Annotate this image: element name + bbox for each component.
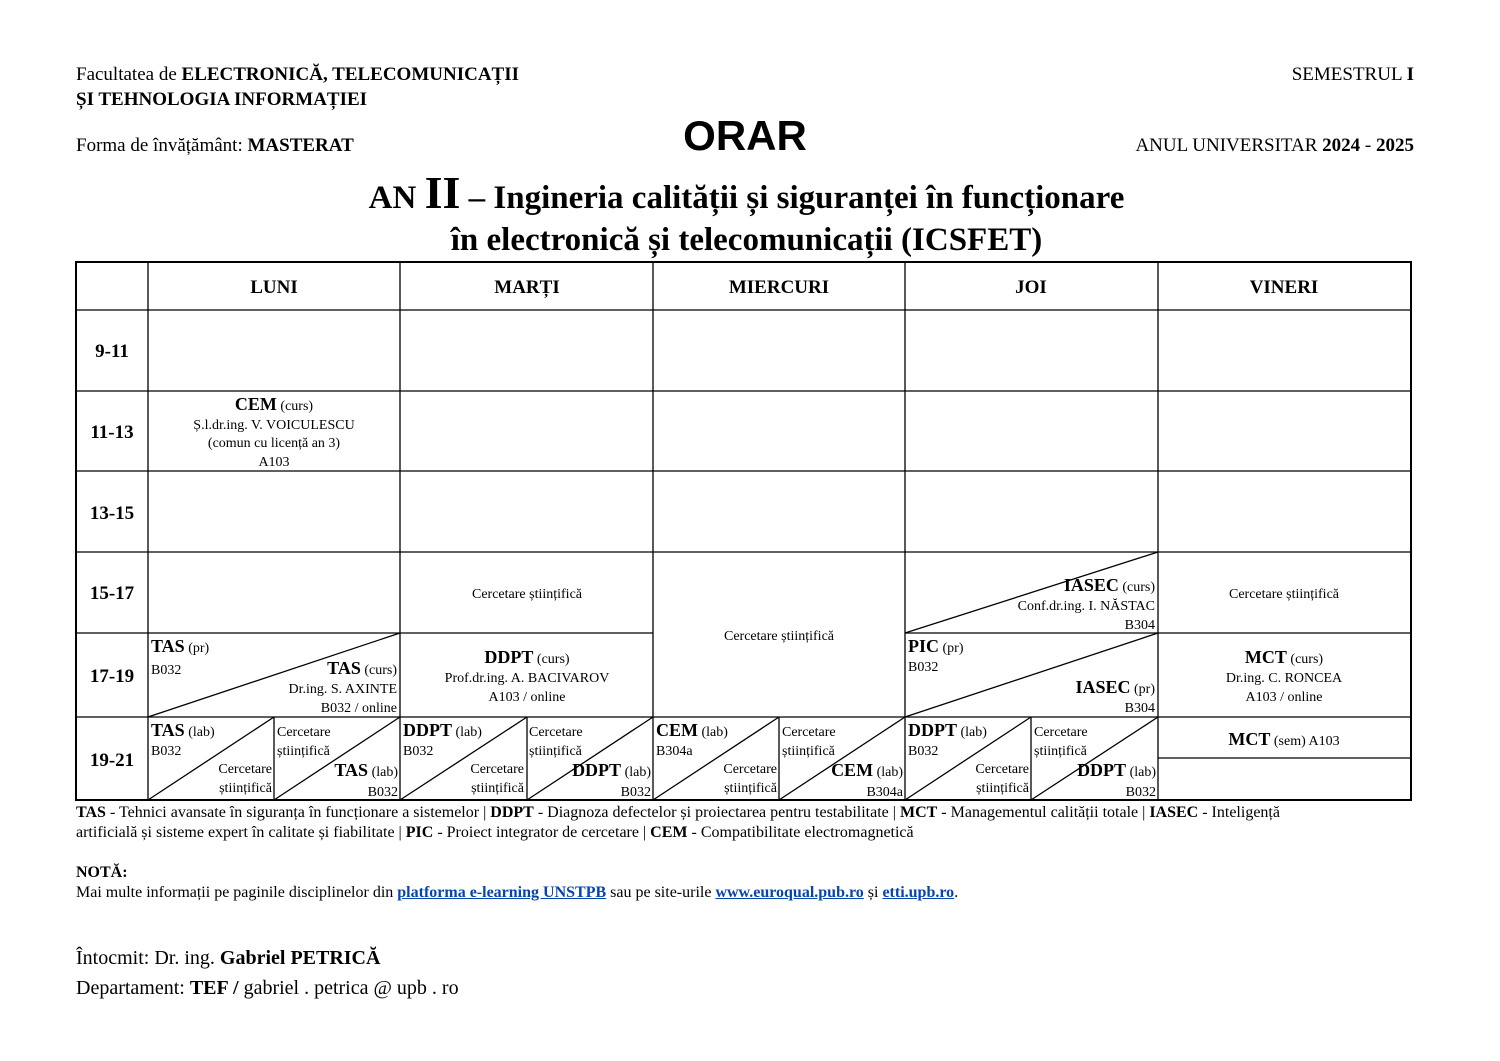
course-type: (lab) [1126,765,1156,780]
made-by-name: Gabriel PETRICĂ [219,947,381,969]
program-line-2: în electronică și telecomunicații (ICSFET) [450,222,1043,258]
legend-code: IASEC [1149,804,1199,821]
research-label: științifică [1034,744,1087,759]
legend-text: - Compatibilitate electromagnetică [687,824,914,841]
course-teacher: Ș.l.dr.ing. V. VOICULESCU [193,418,355,433]
time-slot: 13-15 [89,503,135,524]
course-room: B032 [403,744,434,759]
faculty-name-2: ȘI TEHNOLOGIA INFORMAȚIEI [76,89,368,110]
course-teacher: Prof.dr.ing. A. BACIVAROV [444,671,610,686]
etti-link[interactable]: etti.upb.ro [882,884,955,901]
course-type: (lab) [698,725,728,740]
course-room: B032 [908,744,939,759]
lab-room [403,744,433,759]
time-slot: 15-17 [89,583,135,604]
department-label: Departament: [76,977,190,999]
research-label [976,781,1030,796]
note-fragment: Mai multe informații pe paginile disciplinelor din [76,884,398,901]
course-type: (curs) [276,399,314,414]
study-form-value: MASTERAT [247,135,354,156]
page-title: ORAR [683,112,807,159]
research-label: științifică [471,781,524,796]
course-type: (curs) [360,663,397,678]
svg-text:TAS (curs) [327,658,397,678]
legend-code: CEM [650,824,688,841]
course-iasec-pr [1075,677,1155,716]
research-label [529,744,583,759]
course-ddpt-curs [445,647,610,705]
faculty-name-1: ELECTRONICĂ, TELECOMUNICAȚII [181,64,520,85]
research-label [277,744,331,759]
svg-text:PIC (pr) [908,636,964,656]
course-code: CEM [656,720,698,740]
course-room: B304 [1124,701,1155,716]
course-type: (lab) [621,765,651,780]
lab-session [831,760,903,780]
lab-pairs [151,720,1156,800]
course-room: B032 [151,663,182,678]
course-code: MCT [1228,729,1271,749]
course-code: IASEC [1075,677,1131,697]
time-slot: 17-19 [89,666,135,687]
course-room: A103 [258,455,290,470]
research-label: Cercetare [529,725,583,740]
research-label [782,725,836,740]
course-code: DDPT [403,720,452,740]
course-tas-curs [289,658,398,716]
course-room: A103 / online [1245,690,1323,705]
made-by [76,947,380,970]
research-block: Cercetare științifică [724,629,834,644]
course-code: TAS [327,658,361,678]
course-code: DDPT [908,720,957,740]
svg-text:DDPT (curs) [484,647,569,667]
note-text [76,884,958,902]
lab-session [908,720,987,740]
course-room: B032 [908,660,939,675]
research-block: Cercetare științifică [1229,587,1339,602]
contact-email: gabriel . petrica @ upb . ro [243,977,459,999]
research-label: Cercetare [277,725,331,740]
year-of-study-label: AN [368,180,425,216]
svg-text:MCT (sem) A103 [1228,729,1339,749]
course-code: TAS [151,720,185,740]
research-label: Cercetare [975,762,1029,777]
course-code: IASEC [1063,575,1119,595]
research-label: științifică [782,744,835,759]
research-label: științifică [724,781,777,796]
lab-room [151,744,181,759]
course-room: B032 [1125,785,1156,800]
course-code: PIC [908,636,939,656]
day-header: MARȚI [494,277,560,298]
note-fragment: și [863,884,883,901]
legend-code: DDPT [490,804,534,821]
course-iasec-curs [1018,575,1156,633]
course-mct-curs [1226,647,1343,705]
faculty-prefix: Facultatea de [76,64,182,85]
lab-room [656,744,693,759]
department [76,977,459,1000]
course-tas-pr [151,636,210,678]
course-code: CEM [234,394,277,414]
research-label: Cercetare [218,762,272,777]
lab-room [866,785,903,800]
day-header: VINERI [1249,277,1319,298]
study-form-label: Forma de învățământ: [76,135,248,156]
research-label: Cercetare [1034,725,1088,740]
time-slot: 19-21 [89,750,135,771]
course-note: (comun cu licență an 3) [207,436,341,451]
year-start: 2024 [1322,135,1361,156]
course-type: (lab) [184,725,215,740]
legend-line-1 [76,803,1280,823]
course-type: (lab) [368,765,398,780]
legend-text: - Tehnici avansate în siguranța în funcționare a sistemelor | [105,804,491,821]
note-title: NOTĂ: [76,864,128,881]
year-end: 2025 [1376,135,1414,156]
research-label [218,762,272,777]
course-room: B304a [656,744,693,759]
research-block: Cercetare științifică [472,587,582,602]
course-type: (lab) [452,725,482,740]
research-label [219,781,273,796]
semester-label: SEMESTRUL [1291,64,1407,85]
note-fragment: sau pe site-urile [606,884,716,901]
legend-code: TAS [76,804,106,821]
time-slot: 9-11 [95,341,129,362]
legend-code: PIC [405,824,434,841]
made-by-label: Întocmit: Dr. ing. [76,947,220,969]
legend-text: - Proiect integrator de cercetare | [433,824,651,841]
research-label [470,762,524,777]
svg-text:IASEC (curs) [1064,575,1156,595]
course-type: (curs) [1286,652,1324,667]
lab-session [572,760,651,780]
course-room: B304 [1124,618,1155,633]
research-label: Cercetare [782,725,836,740]
course-type: (sem) A103 [1270,734,1340,749]
research-label: științifică [277,744,330,759]
day-header: MIERCURI [728,277,830,298]
table-border [76,262,1411,800]
course-code: DDPT [572,760,622,780]
course-room: B304a [866,785,903,800]
course-room: B032 / online [320,701,397,716]
course-room: B032 [620,785,651,800]
academic-year-label: ANUL UNIVERSITAR [1135,135,1323,156]
day-header: JOI [1015,277,1047,298]
lab-room [908,744,938,759]
research-label: Cercetare [723,762,777,777]
research-label: științifică [976,781,1029,796]
legend-code: MCT [899,804,938,821]
day-header: LUNI [250,277,298,298]
program-name-1: – Ingineria calității și siguranței în funcționare [460,180,1125,216]
lab-session [334,760,398,780]
lab-session [403,720,482,740]
legend-text: - Managementul calității totale | [937,804,1150,821]
course-type: (lab) [957,725,987,740]
lab-room [368,785,398,800]
lab-session [656,720,728,740]
course-teacher: Dr.ing. S. AXINTE [288,682,397,697]
semester-value: I [1406,64,1414,85]
course-code: DDPT [484,647,534,667]
euroqual-link[interactable]: www.euroqual.pub.ro [715,884,864,901]
year-separator: - [1360,135,1376,156]
svg-text:TAS (pr) [151,636,210,656]
course-pic-pr [908,636,964,675]
course-code: DDPT [1077,760,1127,780]
course-code: TAS [334,760,369,780]
legend-text: - Inteligență [1198,804,1280,821]
course-code: CEM [831,760,874,780]
research-label: științifică [529,744,582,759]
course-type: (pr) [939,641,964,656]
legend-text: - Diagnoza defectelor și proiectarea pentru testabilitate | [533,804,900,821]
svg-text:MCT (curs) [1245,647,1323,667]
course-code: MCT [1244,647,1287,667]
research-label [975,762,1029,777]
research-label [1034,744,1088,759]
lab-session [1077,760,1156,780]
lab-room [1126,785,1156,800]
svg-text:CEM (curs) [235,394,313,414]
course-room: A103 / online [488,690,566,705]
course-cem-curs [193,394,354,470]
course-code: TAS [151,636,185,656]
note-fragment: . [954,884,959,901]
course-mct-sem [1228,729,1339,749]
research-label [471,781,525,796]
lab-session [151,720,215,740]
legend-text: artificială și sisteme expert în calitate și fiabilitate | [76,824,406,841]
department-value: TEF / [189,977,244,999]
research-label [529,725,583,740]
course-type: (lab) [873,765,903,780]
lab-room [621,785,651,800]
course-type: (curs) [1118,580,1155,595]
course-room: B032 [367,785,398,800]
course-type: (pr) [184,641,210,656]
course-type: (pr) [1130,682,1155,697]
course-room: B032 [151,744,182,759]
course-teacher: Dr.ing. C. RONCEA [1225,671,1343,686]
research-label: Cercetare [470,762,524,777]
svg-text:IASEC (pr) [1075,677,1155,697]
year-of-study-value: II [424,167,461,218]
course-type: (curs) [533,652,570,667]
research-label [782,744,836,759]
legend-line-2 [76,823,914,843]
research-label: științifică [219,781,272,796]
elearning-link[interactable]: platforma e-learning UNSTPB [397,884,607,901]
research-label [723,762,777,777]
research-label [724,781,778,796]
time-slot: 11-13 [90,422,134,443]
research-label [1034,725,1088,740]
course-teacher: Conf.dr.ing. I. NĂSTAC [1017,599,1155,614]
research-label [277,725,331,740]
